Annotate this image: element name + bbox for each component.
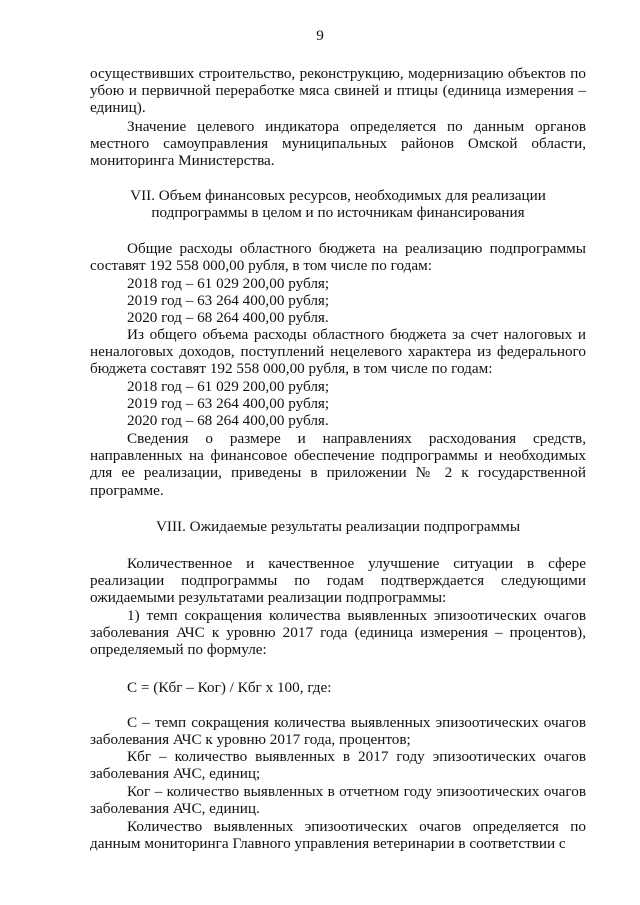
section8-item1: 1) темп сокращения количества выявленных эпизоотических очагов заболевания АЧС к уровню 2017 года (единица измерения – процентов), определяемый по формуле: — [90, 607, 586, 659]
indicator-note: Значение целевого индикатора определяется по данным органов местного самоуправления муниципальных районов Омской области, мониторинга Министерства. — [90, 118, 586, 170]
year-tax-2018: 2018 год – 61 029 200,00 рубля; — [127, 378, 330, 395]
section7-info-paragraph: Сведения о размере и направлениях расходования средств, направленных на финансовое обеспечение подпрограммы и необходимых для ее реализации, приведены в приложении № 2 к государственной программе. — [90, 430, 586, 499]
page-number: 9 — [316, 27, 324, 44]
section7-title-line1: VII. Объем финансовых ресурсов, необходимых для реализации — [130, 187, 546, 204]
section8-last-paragraph: Количество выявленных эпизоотических очагов определяется по данным мониторинга Главного управления ветеринарии в соответствии с — [90, 818, 586, 853]
formula: С = (Кбг – Ког) / Кбг х 100, где: — [127, 679, 332, 696]
section7-total-paragraph: Общие расходы областного бюджета на реализацию подпрограммы составят 192 558 000,00 рубля, в том числе по годам: — [90, 240, 586, 275]
year-tax-2019: 2019 год – 63 264 400,00 рубля; — [127, 395, 330, 412]
section8-title: VIII. Ожидаемые результаты реализации подпрограммы — [155, 518, 521, 535]
year-total-2019: 2019 год – 63 264 400,00 рубля; — [127, 292, 330, 309]
definition-c: С – темп сокращения количества выявленных эпизоотических очагов заболевания АЧС к уровню 2017 года, процентов; — [90, 714, 586, 749]
section7-tax-paragraph: Из общего объема расходы областного бюджета за счет налоговых и неналоговых доходов, поступлений нецелевого характера из федерального бюджета составят 192 558 000,00 рубля, в том числе по годам: — [90, 326, 586, 378]
section7-title-line2: подпрограммы в целом и по источникам финансирования — [151, 204, 525, 221]
year-total-2018: 2018 год – 61 029 200,00 рубля; — [127, 275, 330, 292]
year-total-2020: 2020 год – 68 264 400,00 рубля. — [127, 309, 329, 326]
section8-intro: Количественное и качественное улучшение ситуации в сфере реализации подпрограммы по годам подтверждается следующими ожидаемыми результатами реализации подпрограммы: — [90, 555, 586, 607]
year-tax-2020: 2020 год – 68 264 400,00 рубля. — [127, 412, 329, 429]
definition-kog: Ког – количество выявленных в отчетном году эпизоотических очагов заболевания АЧС, единиц. — [90, 783, 586, 818]
definition-kbg: Кбг – количество выявленных в 2017 году эпизоотических очагов заболевания АЧС, единиц; — [90, 748, 586, 783]
top-paragraph: осуществивших строительство, реконструкцию, модернизацию объектов по убою и первичной переработке мяса свиней и птицы (единица измерения – единиц). — [90, 65, 586, 117]
